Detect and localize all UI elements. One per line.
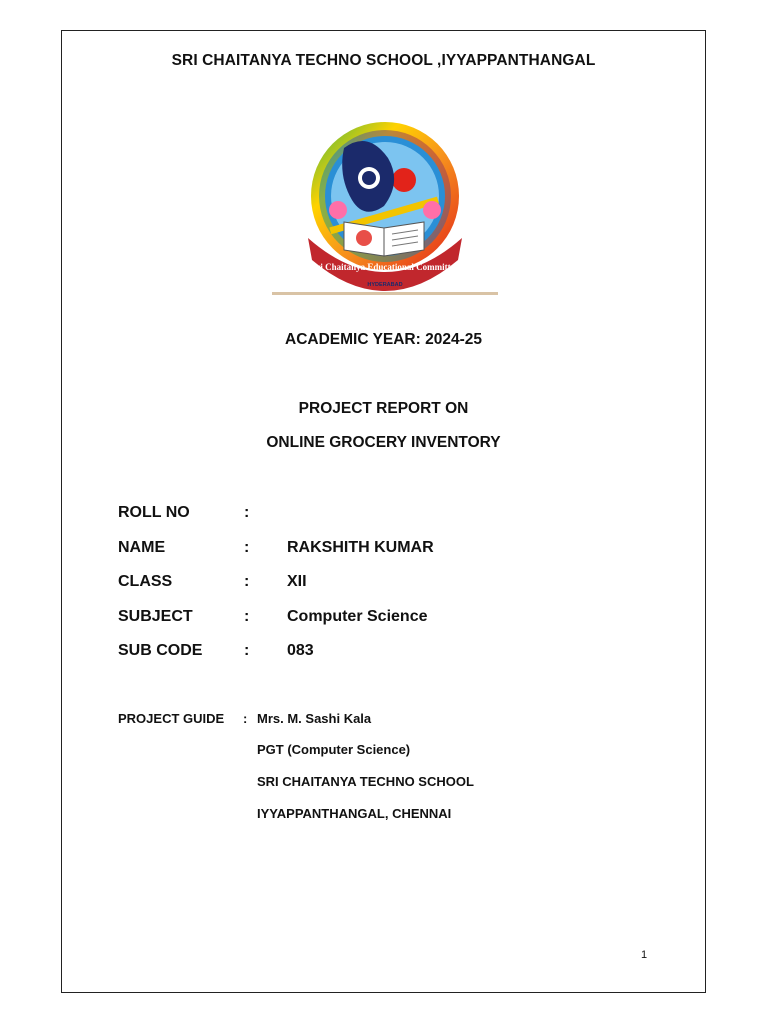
field-name	[118, 539, 678, 561]
report-title-line1: PROJECT REPORT ON	[298, 400, 469, 417]
field-colon: :	[244, 642, 250, 659]
logo-banner-text: Sri Chaitanya Educational Committee	[311, 262, 459, 272]
field-label: CLASS	[118, 573, 173, 590]
logo-sub-text: HYDERABAD	[367, 282, 403, 288]
field-subject	[118, 608, 678, 630]
guide-colon: :	[243, 711, 248, 726]
guide-name: Mrs. M. Sashi Kala	[257, 711, 372, 726]
field-label: SUB CODE	[118, 642, 203, 659]
field-colon: :	[244, 539, 250, 556]
academic-year: ACADEMIC YEAR: 2024-25	[285, 331, 482, 348]
report-title-line2: ONLINE GROCERY INVENTORY	[266, 434, 501, 451]
guide-school: SRI CHAITANYA TECHNO SCHOOL	[257, 774, 474, 789]
guide-label: PROJECT GUIDE	[118, 711, 225, 726]
field-value: RAKSHITH KUMAR	[287, 539, 434, 556]
field-colon: :	[244, 504, 250, 521]
school-title: SRI CHAITANYA TECHNO SCHOOL ,IYYAPPANTHANGAL	[171, 52, 596, 69]
field-label: ROLL NO	[118, 504, 190, 521]
field-value: XII	[287, 573, 307, 590]
field-roll-no	[118, 504, 678, 526]
field-value: Computer Science	[287, 608, 428, 625]
field-value: 083	[287, 642, 314, 659]
field-label: SUBJECT	[118, 608, 193, 625]
guide-location: IYYAPPANTHANGAL, CHENNAI	[257, 806, 452, 821]
field-colon: :	[244, 608, 250, 625]
field-class	[118, 573, 678, 595]
page-number: 1	[641, 949, 648, 961]
school-logo	[272, 110, 498, 300]
field-colon: :	[244, 573, 250, 590]
guide-designation: PGT (Computer Science)	[257, 742, 411, 757]
field-label: NAME	[118, 539, 166, 556]
field-sub-code	[118, 642, 678, 664]
school-emblem-icon	[272, 110, 498, 300]
